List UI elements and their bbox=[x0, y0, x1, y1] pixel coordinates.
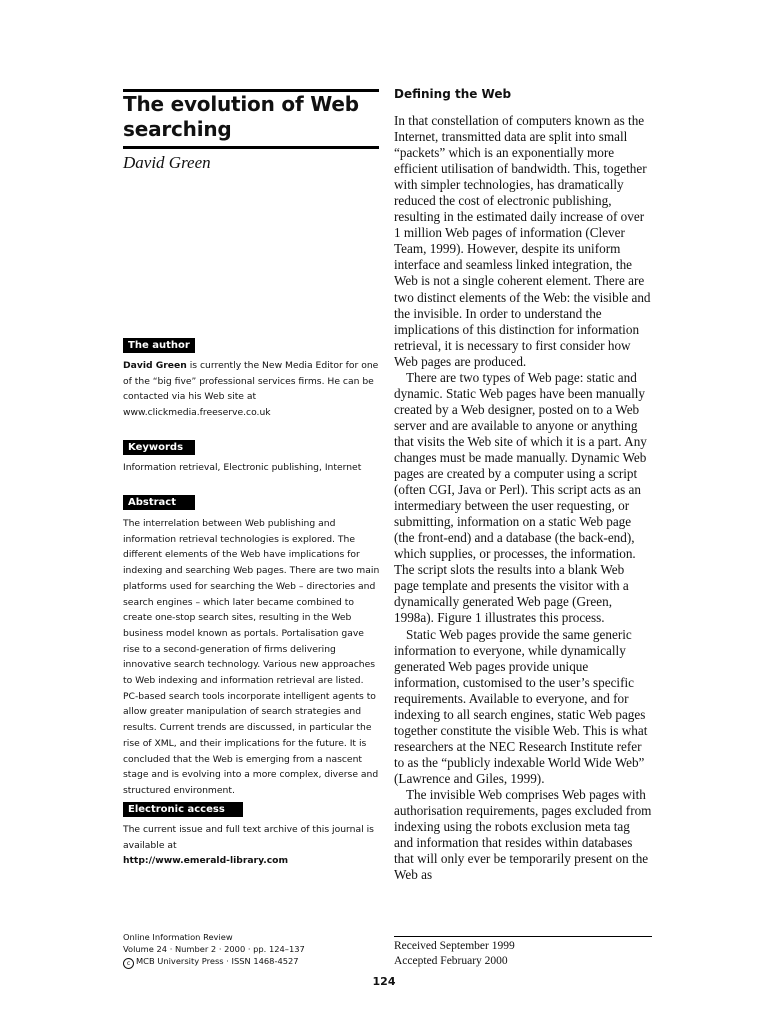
abstract-heading: Abstract bbox=[123, 495, 195, 510]
author-bio-name: David Green bbox=[123, 360, 187, 371]
article-title: The evolution of Web searching bbox=[123, 92, 359, 141]
article-author: David Green bbox=[123, 153, 211, 172]
received-rule bbox=[394, 936, 652, 937]
journal-footer bbox=[123, 931, 383, 969]
keywords-heading: Keywords bbox=[123, 440, 195, 455]
received-dates bbox=[394, 939, 515, 969]
electronic-access-heading: Electronic access bbox=[123, 802, 243, 817]
journal-publisher bbox=[123, 955, 383, 969]
body-paragraph: The invisible Web comprises Web pages with authorisation requirements, pages excluded from indexing using the robots exclusion meta tag and information that resides within databases that will only ever be temporarily present on the Web as bbox=[394, 786, 652, 883]
section-heading: Defining the Web bbox=[394, 87, 512, 101]
body-paragraph: There are two types of Web page: static and dynamic. Static Web pages have been manually created by a Web designer, posted on to a Web server and are available to anyone or anything that visits the Web site of which it is a part. Any changes must be made manually. Dynamic Web pages are created by a computer using a script (often CGI, Java or Perl). This script acts as an intermediary between the user requesting, or submitting, information on a static Web page (the front-end) and a database (the back-end), which supplies, or processes, the information. The script slots the results into a blank Web page template and presents the visitor with a dynamically generated Web page (Green, 1998a). Figure 1 illustrates this process. bbox=[394, 369, 647, 626]
keywords-text: Information retrieval, Electronic publishing, Internet bbox=[123, 462, 362, 473]
author-bio-text: is currently the New Media Editor for one of the “big five” professional services firms. He can be contacted via his Web site at www.clickmedia.freeserve.co.uk bbox=[123, 360, 379, 419]
journal-volume: Volume 24 · Number 2 · 2000 · pp. 124–137 bbox=[123, 944, 305, 954]
title-bottom-rule bbox=[123, 146, 379, 149]
author-bio bbox=[123, 358, 381, 421]
accepted-date: Accepted February 2000 bbox=[394, 955, 508, 967]
section-body bbox=[394, 113, 652, 928]
body-paragraph: In that constellation of computers known as the Internet, transmitted data are split into small “packets” which is an exponentially more efficient utilisation of bandwidth. This, together with simpler technologies, has dramatically reduced the cost of electronic publishing, resulting in the estimated daily increase of over 1 million Web pages of information (Clever Team, 1999). However, despite its uniform interface and seamless linked integration, the Web is not a single coherent element. There are two distinct elements of the Web: the visible and the invisible. In order to understand the implications of this distinction for information retrieval, it is necessary to first consider how Web pages are produced. bbox=[394, 113, 651, 369]
copyright-icon: c bbox=[123, 958, 134, 969]
received-date: Received September 1999 bbox=[394, 940, 515, 952]
publisher-text: MCB University Press · ISSN 1468-4527 bbox=[136, 956, 299, 966]
abstract-text: The interrelation between Web publishing and information retrieval technologies is explored. The different elements of the Web have implications for indexing and searching Web pages. There are two main platforms used for searching the Web – directories and search engines – which later became combined to create one-stop search sites, resulting in the Web business model known as portals. Portalisation gave rise to a second-generation of firms delivering innovative search technology. Various new approaches to Web indexing and information retrieval are listed. PC-based search tools incorporate intelligent agents to allow greater manipulation of search strategies and results. Current trends are discussed, in particular the rise of XML, and their implications for the future. It is concluded that the Web is emerging from a nascent stage and is evolving into a more complex, diverse and structured environment. bbox=[123, 518, 380, 796]
author-heading: The author bbox=[123, 338, 195, 353]
page-number: 124 bbox=[372, 975, 396, 988]
access-description: The current issue and full text archive of this journal is available at bbox=[123, 824, 374, 851]
access-url-link[interactable]: http://www.emerald-library.com bbox=[123, 855, 289, 867]
body-paragraph: Static Web pages provide the same generic information to everyone, while dynamically generated Web pages provide unique information, customised to the user’s specific requirements. Available to everyone, and for indexing to all search engines, static Web pages together constitute the visible Web. This is what researchers at the NEC Research Institute refer to as the “publicly indexable World Wide Web” (Lawrence and Giles, 1999). bbox=[394, 626, 648, 786]
electronic-access-text bbox=[123, 822, 381, 869]
journal-name: Online Information Review bbox=[123, 932, 233, 942]
